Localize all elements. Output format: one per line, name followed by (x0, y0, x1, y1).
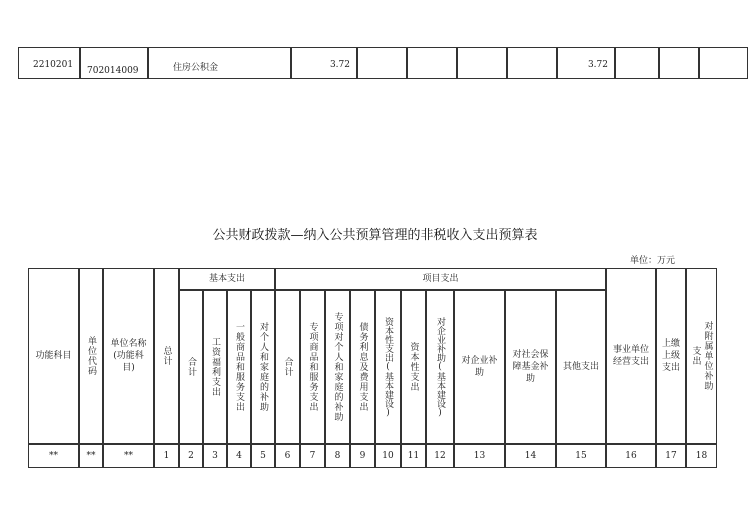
header-capital-basic-text: 资本性支出(基本建设) (383, 316, 393, 418)
header-wage (203, 290, 227, 444)
index-cell: 10 (375, 444, 401, 468)
top-cell-code2 (80, 47, 148, 79)
top-cell-blank (659, 47, 699, 79)
index-cell: 15 (556, 444, 606, 468)
header-basic-text: 基本支出 (208, 274, 245, 284)
header-goods (227, 290, 251, 444)
header-enterprise-basic (426, 290, 454, 444)
header-subsidiary-text: 对附属单位补助支出 (690, 321, 713, 391)
header-upper (656, 268, 686, 444)
top-code1: 2210201 (33, 60, 74, 70)
top-amount1: 3.72 (329, 60, 350, 70)
header-unit-code-text: 单位代码 (86, 336, 96, 376)
header-basic-sum-text: 合计 (186, 357, 196, 377)
index-cell: 18 (686, 444, 717, 468)
index-cell: ** (28, 444, 79, 468)
top-code2: 702014009 (87, 66, 139, 76)
header-capital-text: 资本性支出 (408, 342, 419, 392)
header-wage-text: 工资福利支出 (210, 337, 220, 397)
header-proj-goods (300, 290, 325, 444)
header-enterprise-text: 对企业补助 (461, 356, 498, 378)
top-cell-blank (699, 47, 748, 79)
header-upper-text: 上缴上级支出 (661, 339, 680, 373)
index-cell: 6 (275, 444, 300, 468)
top-cell-code1 (18, 47, 80, 79)
header-proj-goods-text: 专项商品和服务支出 (307, 322, 318, 412)
index-cell: 4 (227, 444, 251, 468)
top-cell-name (148, 47, 291, 79)
header-project (275, 268, 606, 290)
page-title: 公共财政拨款—纳入公共预算管理的非税收入支出预算表 (212, 228, 538, 243)
header-capital-basic (375, 290, 401, 444)
index-cell: 13 (454, 444, 505, 468)
top-cell-amount2 (557, 47, 615, 79)
index-cell: 17 (656, 444, 686, 468)
index-cell: 14 (505, 444, 556, 468)
header-enterprise-basic-text: 对企业补助(基本建设) (435, 316, 445, 418)
top-cell-blank (507, 47, 557, 79)
header-debt-text: 债务利息及费用支出 (357, 322, 368, 412)
header-unit-code (79, 268, 103, 444)
header-total (154, 268, 179, 444)
header-func-subject-text: 功能科目 (35, 351, 72, 361)
header-social (505, 290, 556, 444)
header-subsidiary (686, 268, 717, 444)
header-unit-name (103, 268, 154, 444)
header-other-text: 其他支出 (562, 362, 599, 372)
index-cell: 3 (203, 444, 227, 468)
header-enterprise (454, 290, 505, 444)
header-proj-sum-text: 合计 (282, 357, 293, 377)
top-amount2: 3.72 (587, 60, 608, 70)
header-goods-text: 一般商品和服务支出 (234, 322, 244, 412)
header-proj-personal-text: 专项对个人和家庭的补助 (332, 312, 343, 422)
index-cell: 9 (350, 444, 375, 468)
header-personal (251, 290, 275, 444)
header-func-subject (28, 268, 79, 444)
header-proj-personal (325, 290, 350, 444)
header-personal-text: 对个人和家庭的补助 (258, 322, 268, 412)
header-social-text: 对社会保障基金补助 (512, 350, 549, 384)
index-cell: 11 (401, 444, 426, 468)
header-capital (401, 290, 426, 444)
index-cell: 2 (179, 444, 203, 468)
header-total-text: 总计 (161, 346, 172, 366)
index-cell: 16 (606, 444, 656, 468)
top-cell-amount1 (291, 47, 357, 79)
index-cell: 7 (300, 444, 325, 468)
header-basic (179, 268, 275, 290)
index-cell: 8 (325, 444, 350, 468)
header-basic-sum (179, 290, 203, 444)
top-cell-blank (357, 47, 407, 79)
top-name: 住房公积金 (173, 63, 219, 73)
header-biz (606, 268, 656, 444)
index-cell: 5 (251, 444, 275, 468)
index-cell: ** (103, 444, 154, 468)
header-proj-sum (275, 290, 300, 444)
index-cell: 12 (426, 444, 454, 468)
index-cell: 1 (154, 444, 179, 468)
unit-label: 单位：万元 (630, 256, 676, 266)
top-cell-blank (407, 47, 457, 79)
header-unit-name-text: 单位名称(功能科目) (110, 339, 147, 373)
header-other (556, 290, 606, 444)
header-project-text: 项目支出 (422, 274, 459, 284)
top-cell-blank (615, 47, 659, 79)
header-biz-text: 事业单位经营支出 (612, 345, 649, 367)
header-debt (350, 290, 375, 444)
top-cell-blank (457, 47, 507, 79)
index-cell: ** (79, 444, 103, 468)
